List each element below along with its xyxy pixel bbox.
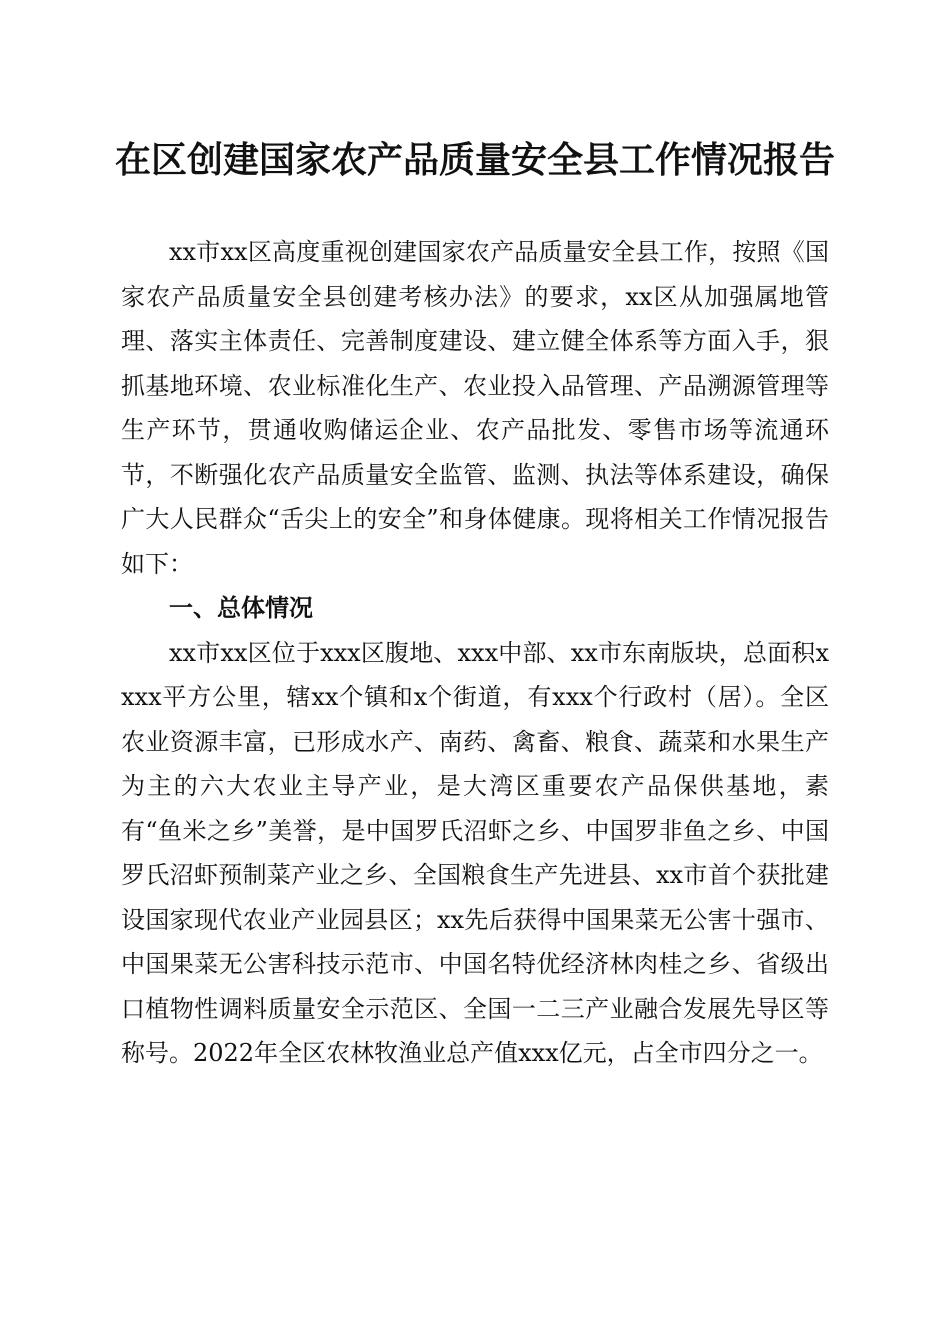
overview-paragraph: xx市xx区位于xxx区腹地、xxx中部、xx市东南版块，总面积xxxx平方公里，辖xx个镇和x个街道，有xxx个行政村（居）。全区农业资源丰富，已形成水产、南药、禽畜、粮食、蔬菜和水果生产为主的六大农业主导产业，是大湾区重要农产品保供基地，素有“鱼米之乡”美誉，是中国罗氏沼虾之乡、中国罗非鱼之乡、中国罗氏沼虾预制菜产业之乡、全国粮食生产先进县、xx市首个获批建设国家现代农业产业园县区；xx先后获得中国果菜无公害十强市、中国果菜无公害科技示范市、中国名特优经济林肉桂之乡、省级出口植物性调料质量安全示范区、全国一二三产业融合发展先导区等称号。2022年全区农林牧渔业总产值xxx亿元，占全市四分之一。 <box>121 638 829 1067</box>
intro-paragraph: xx市xx区高度重视创建国家农产品质量安全县工作，按照《国家农产品质量安全县创建考核办法》的要求，xx区从加强属地管理、落实主体责任、完善制度建设、建立健全体系等方面入手，狠抓基地环境、农业标准化生产、农业投入品管理、产品溯源管理等生产环节，贯通收购储运企业、农产品批发、零售市场等流通环节，不断强化农产品质量安全监管、监测、执法等体系建设，确保广大人民群众“舌尖上的安全”和身体健康。现将相关工作情况报告如下： <box>121 238 829 578</box>
section-heading-overview: 一、总体情况 <box>169 594 313 622</box>
document-body <box>121 230 829 1076</box>
document-title: 在区创建国家农产品质量安全县工作情况报告 <box>114 139 835 181</box>
